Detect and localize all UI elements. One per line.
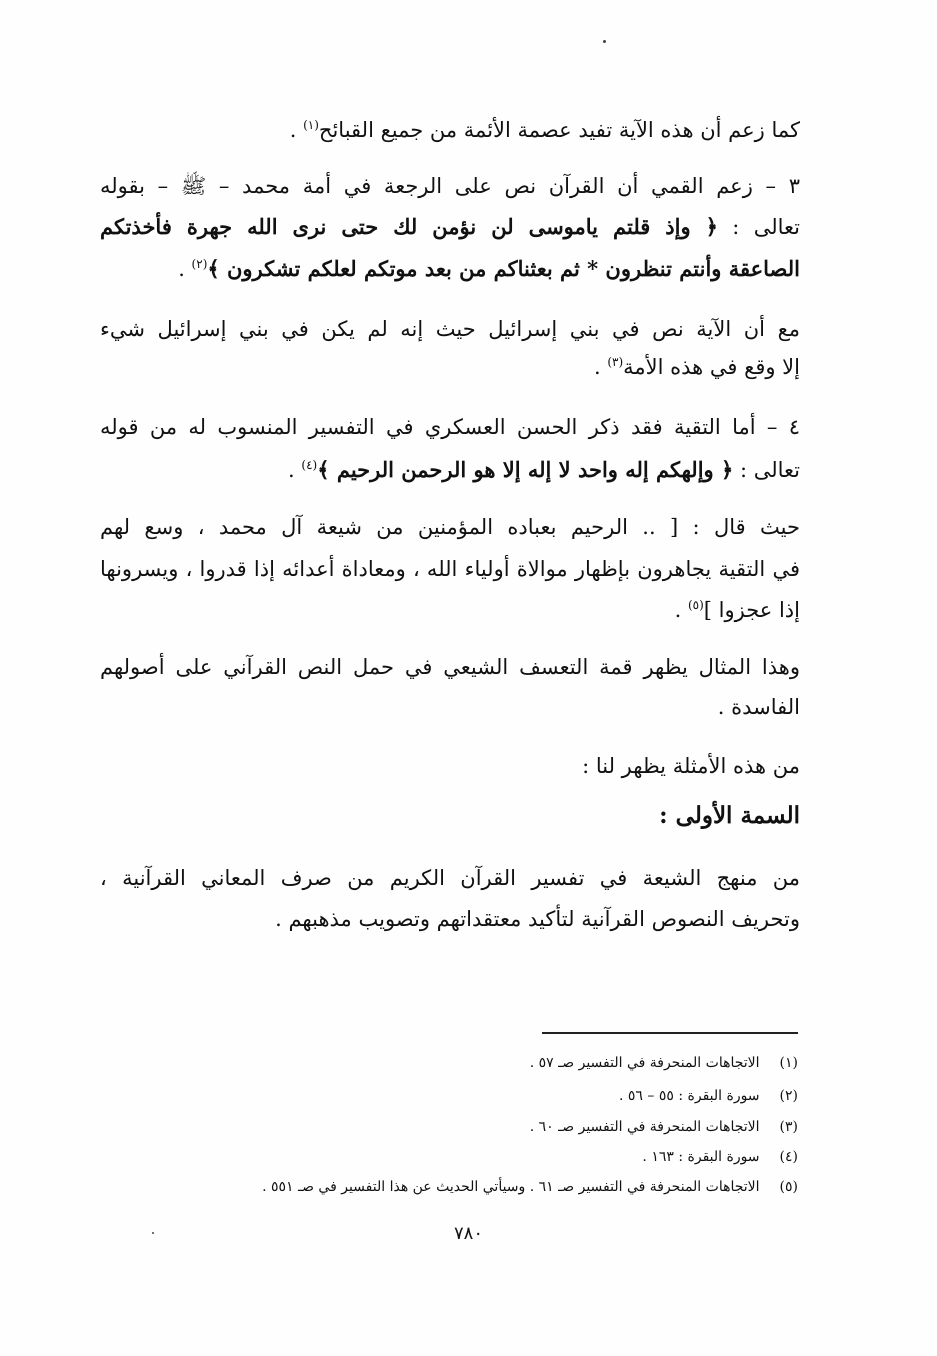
footnote-number: (٤) [779, 1149, 798, 1165]
paragraph-4-line-1: ٤ – أما التقية فقد ذكر الحسن العسكري في التفسير المنسوب له من قوله [100, 415, 800, 439]
text: . [289, 118, 304, 142]
paragraph-5-line-2: في التقية يجاهرون بإظهار موالاة أولياء الله ، ومعاداة أعدائه إذا قدروا ، ويسرونها [100, 557, 800, 581]
footnote-ref-5: (٥) [687, 598, 704, 612]
section-heading: السمة الأولى : [659, 802, 800, 829]
footnote-number: (١) [779, 1055, 798, 1071]
text: كما زعم أن هذه الآية تفيد عصمة الأئمة من جميع القبائح [318, 118, 800, 142]
text: إلا وقع في هذه الأمة [623, 355, 800, 379]
footnote-4 [100, 1147, 798, 1167]
footnote-ref-2: (٢) [191, 257, 208, 271]
footnote-text: سورة البقرة : ٥٥ – ٥٦ . [618, 1088, 760, 1104]
text: تعالى : [733, 458, 800, 482]
text: . [674, 598, 688, 622]
paragraph-5-line-1: حيث قال : [ .. الرحيم بعباده المؤمنين من شيعة آل محمد ، وسع لهم [100, 515, 800, 539]
footnote-number: (٥) [779, 1179, 798, 1195]
paragraph-3-line-2 [100, 352, 800, 382]
text: . [593, 355, 608, 379]
footnote-2 [100, 1086, 798, 1106]
paragraph-3-line-1: مع أن الآية نص في بني إسرائيل حيث إنه لم يكن في بني إسرائيل شيء [100, 317, 800, 341]
paragraph-6-line-1: وهذا المثال يظهر قمة التعسف الشيعي في حمل النص القرآني على أصولهم [100, 655, 800, 679]
paragraph-4-line-2 [100, 455, 800, 485]
paragraph-2-line-2 [100, 212, 800, 242]
quran-quote: ﴿ وإلهكم إله واحد لا إله إلا هو الرحمن الرحيم ﴾ [317, 457, 734, 482]
text: . [288, 458, 302, 482]
footnote-ref-1: (١) [303, 118, 319, 132]
paragraph-8-line-2: وتحريف النصوص القرآنية لتأكيد معتقداتهم وتصويب مذهبهم . [275, 907, 800, 931]
paragraph-6-line-2: الفاسدة . [717, 695, 800, 719]
footnote-text: الاتجاهات المنحرفة في التفسير صـ ٦٠ . [529, 1119, 760, 1135]
footnote-separator [542, 1032, 798, 1034]
paragraph-5-line-3 [100, 595, 800, 625]
footnote-text: الاتجاهات المنحرفة في التفسير صـ ٥٧ . [529, 1055, 760, 1071]
footnote-1 [100, 1053, 798, 1073]
quran-quote: الصاعقة وأنتم تنظرون * ثم بعثناكم من بعد موتكم لعلكم تشكرون ﴾ [207, 256, 800, 281]
footnote-number: (٣) [779, 1119, 798, 1135]
quran-quote: ﴿ وإذ قلتم ياموسى لن نؤمن لك حتى نرى الله جهرة فأخذتكم [100, 214, 718, 239]
ink-speck [152, 1232, 154, 1234]
page-number: ٧٨٠ [453, 1223, 483, 1244]
paragraph-2-line-1: ٣ – زعم القمي أن القرآن نص على الرجعة في أمة محمد – ﷺ – بقوله [100, 174, 800, 198]
text: تعالى : [717, 215, 800, 239]
text: إذا عجزوا ] [703, 598, 800, 622]
footnote-number: (٢) [779, 1088, 798, 1104]
paragraph-2-line-3 [100, 254, 800, 284]
footnote-ref-3: (٣) [607, 355, 624, 369]
footnote-ref-4: (٤) [301, 458, 318, 472]
paragraph-7-line-1: من هذه الأمثلة يظهر لنا : [582, 754, 800, 778]
ink-speck [603, 40, 606, 43]
footnote-5 [100, 1177, 798, 1197]
footnote-text: سورة البقرة : ١٦٣ . [642, 1149, 760, 1165]
footnote-3 [100, 1117, 798, 1137]
text: . [178, 257, 192, 281]
footnote-text: الاتجاهات المنحرفة في التفسير صـ ٦١ . وسيأتي الحديث عن هذا التفسير في صـ ٥٥١ . [262, 1179, 760, 1195]
paragraph-8-line-1: من منهج الشيعة في تفسير القرآن الكريم من صرف المعاني القرآنية ، [100, 866, 800, 890]
paragraph-1-line-1 [100, 115, 800, 145]
